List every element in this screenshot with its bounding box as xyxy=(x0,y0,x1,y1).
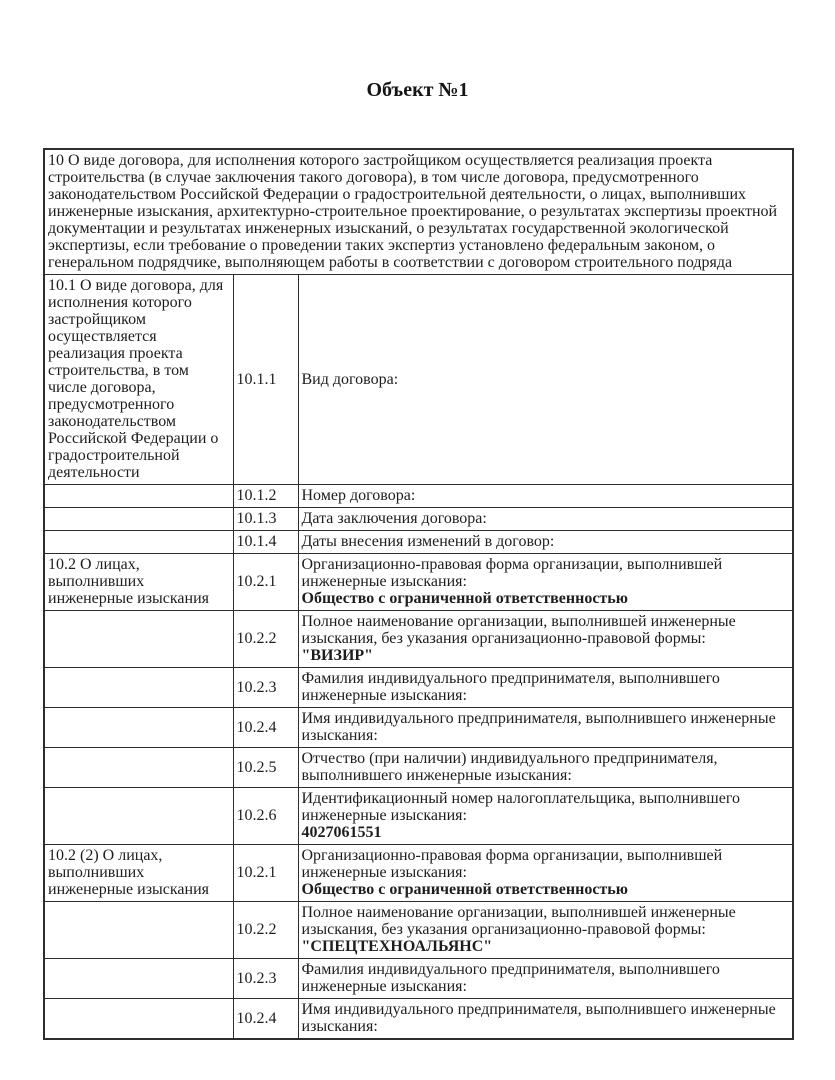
row-label: Фамилия индивидуального предпринимателя, выполнившего инженерные изыскания: xyxy=(301,961,720,995)
table-row xyxy=(44,485,793,508)
row-label: Организационно-правовая форма организации, выполнившей инженерные изыскания: xyxy=(301,847,723,881)
row-desc-cell xyxy=(298,845,793,902)
row-left-cell xyxy=(44,708,233,748)
row-left-cell xyxy=(44,999,233,1040)
row-code-cell: 10.2.4 xyxy=(233,999,298,1040)
row-value: Общество с ограниченной ответственностью xyxy=(301,881,628,898)
row-desc-cell xyxy=(298,531,793,554)
row-code-cell: 10.2.3 xyxy=(233,959,298,999)
section-10-header-cell: 10 О виде договора, для исполнения которого застройщиком осуществляется реализация проекта строительства (в случае заключения такого договора), в том числе договора, предусмотренного законодательством Российской Федерации о градостроительной деятельности, о лицах, выполнивших инженерные изыскания, архитектурно-строительное проектирование, о результатах экспертизы проектной документации и результатах инженерных изысканий, о результатах государственной экологической экспертизы, если требование о проведении таких экспертиз установлено федеральным законом, о генеральном подрядчике, выполняющем работы в соответствии с договором строительного подряда xyxy=(44,149,793,275)
row-value: "СПЕЦТЕХНОАЛЬЯНС" xyxy=(301,938,493,955)
row-left-cell xyxy=(44,902,233,959)
row-code-cell: 10.1.3 xyxy=(233,508,298,531)
row-label: Полное наименование организации, выполнившей инженерные изыскания, без указания организационно-правовой формы: xyxy=(301,613,736,647)
row-code-cell: 10.2.5 xyxy=(233,748,298,788)
row-desc-cell xyxy=(298,275,793,485)
row-code-cell: 10.1.1 xyxy=(233,275,298,485)
row-label: Фамилия индивидуального предпринимателя, выполнившего инженерные изыскания: xyxy=(301,670,720,704)
row-desc-cell xyxy=(298,748,793,788)
row-value: Общество с ограниченной ответственностью xyxy=(301,590,628,607)
row-label: Имя индивидуального предпринимателя, выполнившего инженерные изыскания: xyxy=(301,1001,776,1035)
document-table xyxy=(43,148,794,1040)
row-label: Дата заключения договора: xyxy=(301,510,487,527)
table-row xyxy=(44,668,793,708)
table-row xyxy=(44,902,793,959)
table-row xyxy=(44,748,793,788)
table-row xyxy=(44,845,793,902)
row-code-cell: 10.2.3 xyxy=(233,668,298,708)
row-code-cell: 10.1.4 xyxy=(233,531,298,554)
row-code-cell: 10.2.6 xyxy=(233,788,298,845)
row-desc-cell xyxy=(298,708,793,748)
table-row xyxy=(44,275,793,485)
row-code-cell: 10.2.2 xyxy=(233,611,298,668)
table-row xyxy=(44,959,793,999)
table-row xyxy=(44,999,793,1040)
row-left-cell xyxy=(44,611,233,668)
row-left-cell xyxy=(44,485,233,508)
row-left-cell: 10.1 О виде договора, для исполнения которого застройщиком осуществляется реализация проекта строительства, в том числе договора, предусмотренного законодательством Российской Федерации о градостроительной деятельности xyxy=(44,275,233,485)
row-value: 4027061551 xyxy=(301,824,382,841)
table-row xyxy=(44,611,793,668)
row-label: Идентификационный номер налогоплательщика, выполнившего инженерные изыскания: xyxy=(301,790,741,824)
row-desc-cell xyxy=(298,611,793,668)
section-10-header-row xyxy=(44,149,793,275)
row-value: "ВИЗИР" xyxy=(301,647,374,664)
row-left-cell xyxy=(44,788,233,845)
row-desc-cell xyxy=(298,668,793,708)
row-desc-cell xyxy=(298,788,793,845)
row-left-cell xyxy=(44,508,233,531)
row-desc-cell xyxy=(298,999,793,1040)
row-code-cell: 10.1.2 xyxy=(233,485,298,508)
table-row xyxy=(44,508,793,531)
row-label: Номер договора: xyxy=(301,487,416,504)
row-code-cell: 10.2.1 xyxy=(233,845,298,902)
page-title: Объект №1 xyxy=(366,79,469,101)
table-row xyxy=(44,788,793,845)
row-left-cell xyxy=(44,748,233,788)
table-row xyxy=(44,531,793,554)
row-label: Отчество (при наличии) индивидуального предпринимателя, выполнившего инженерные изыскания: xyxy=(301,750,718,784)
row-label: Вид договора: xyxy=(301,370,399,388)
row-left-cell: 10.2 (2) О лицах, выполнивших инженерные изыскания xyxy=(44,845,233,902)
row-label: Полное наименование организации, выполнившей инженерные изыскания, без указания организационно-правовой формы: xyxy=(301,904,736,938)
row-desc-cell xyxy=(298,508,793,531)
row-desc-cell xyxy=(298,554,793,611)
table-row xyxy=(44,708,793,748)
row-left-cell: 10.2 О лицах, выполнивших инженерные изыскания xyxy=(44,554,233,611)
row-left-cell xyxy=(44,531,233,554)
row-label: Даты внесения изменений в договор: xyxy=(301,533,555,550)
row-desc-cell xyxy=(298,902,793,959)
row-label: Организационно-правовая форма организации, выполнившей инженерные изыскания: xyxy=(301,556,723,590)
row-code-cell: 10.2.4 xyxy=(233,708,298,748)
row-code-cell: 10.2.1 xyxy=(233,554,298,611)
row-left-cell xyxy=(44,959,233,999)
row-desc-cell xyxy=(298,485,793,508)
table-row xyxy=(44,554,793,611)
row-code-cell: 10.2.2 xyxy=(233,902,298,959)
row-desc-cell xyxy=(298,959,793,999)
row-label: Имя индивидуального предпринимателя, выполнившего инженерные изыскания: xyxy=(301,710,776,744)
row-left-cell xyxy=(44,668,233,708)
